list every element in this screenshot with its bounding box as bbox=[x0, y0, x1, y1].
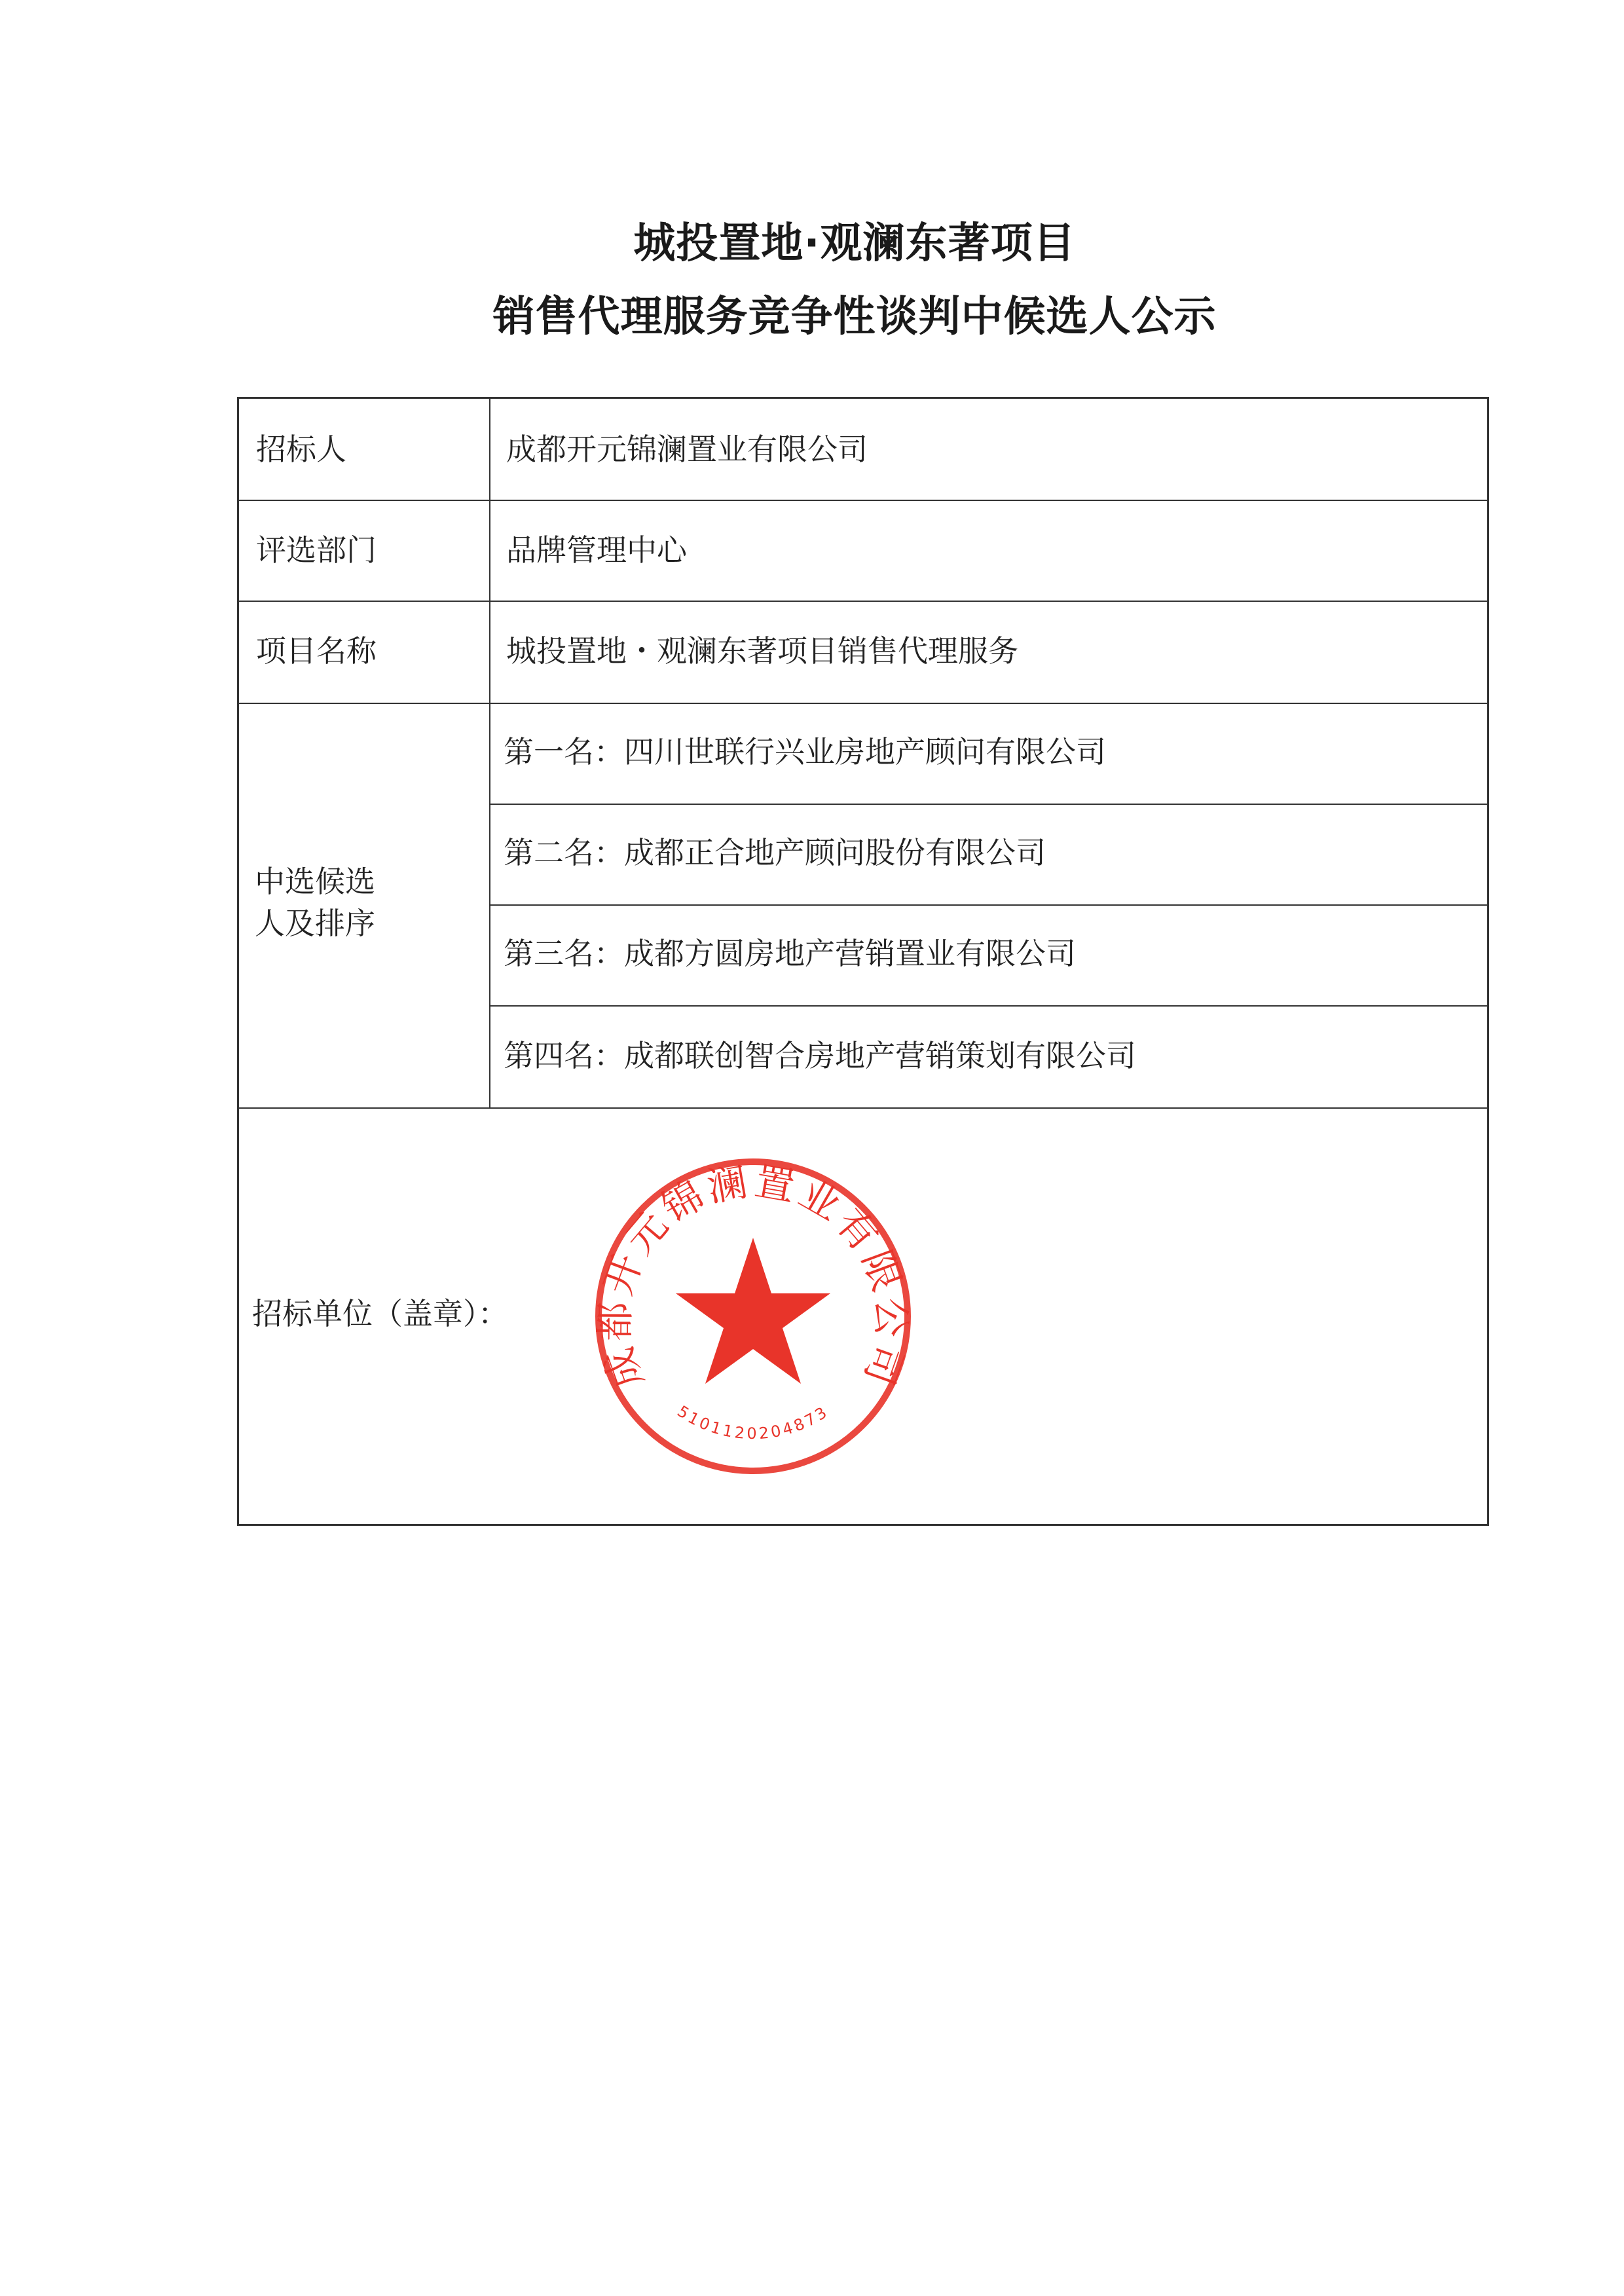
row-divider bbox=[239, 500, 1487, 501]
row-divider bbox=[489, 904, 1487, 906]
row-divider bbox=[489, 1005, 1487, 1007]
row-divider bbox=[239, 703, 1487, 704]
star-icon bbox=[676, 1238, 830, 1384]
value-tenderer: 成都开元锦澜置业有限公司 bbox=[506, 432, 868, 467]
document-title-line1: 城投置地·观澜东著项目 bbox=[633, 219, 1076, 268]
stamp-company-text: 成都开元锦澜置业有限公司 bbox=[592, 1158, 914, 1395]
value-project-name: 城投置地・观澜东著项目销售代理服务 bbox=[506, 633, 1018, 669]
company-seal-stamp bbox=[589, 1153, 917, 1480]
label-tenderer: 招标人 bbox=[256, 432, 346, 467]
candidate-3: 第三名：成都方圆房地产营销置业有限公司 bbox=[504, 936, 1076, 971]
row-divider bbox=[239, 601, 1487, 602]
stamp-number: 5101120204873 bbox=[674, 1401, 832, 1443]
label-candidates-line1: 中选候选 bbox=[255, 864, 375, 899]
row-divider bbox=[239, 1107, 1487, 1109]
document-title-line2: 销售代理服务竞争性谈判中候选人公示 bbox=[492, 293, 1217, 341]
label-candidates-line2: 人及排序 bbox=[255, 906, 375, 941]
value-department: 品牌管理中心 bbox=[506, 532, 687, 568]
column-divider bbox=[489, 399, 490, 1107]
seal-label: 招标单位（盖章）： bbox=[252, 1296, 508, 1331]
label-project-name: 项目名称 bbox=[256, 633, 377, 669]
candidate-2: 第二名：成都正合地产顾问股份有限公司 bbox=[504, 835, 1046, 870]
candidate-4: 第四名：成都联创智合房地产营销策划有限公司 bbox=[504, 1038, 1136, 1073]
candidate-1: 第一名：四川世联行兴业房地产顾问有限公司 bbox=[504, 734, 1106, 769]
label-department: 评选部门 bbox=[256, 532, 377, 568]
row-divider bbox=[489, 804, 1487, 805]
